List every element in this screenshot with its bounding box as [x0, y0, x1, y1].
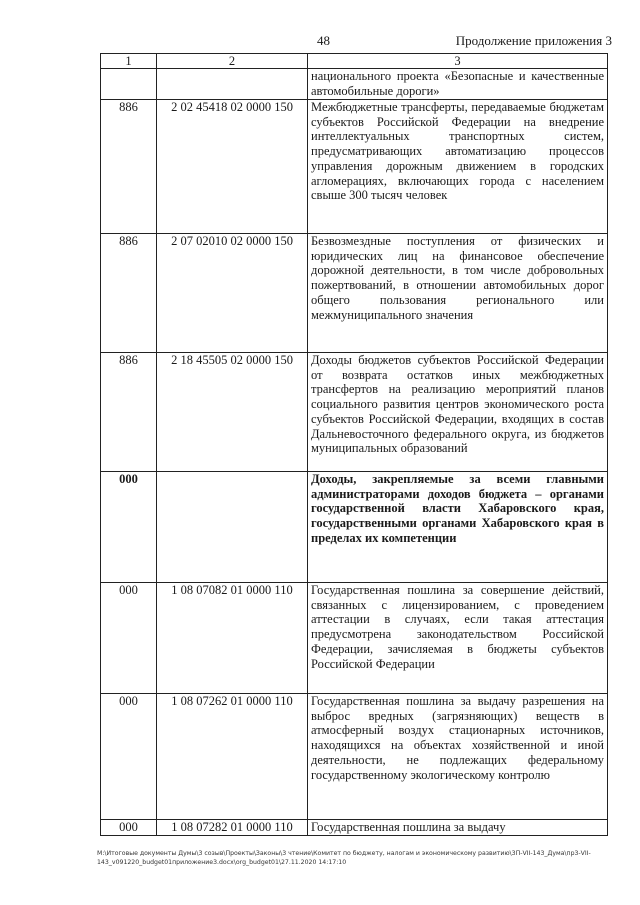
- description-text: Межбюджетные трансферты, передаваемые бюджетам субъектов Российской Федерации на внедрение интеллектуальных транспортных систем, предусматривающих автоматизацию процессов управления дорожным движением в городских агломерациях, включающих города с населением свыше 300 тысяч человек: [311, 100, 604, 203]
- description-cell: [308, 69, 608, 100]
- column-header-2: 2: [157, 54, 308, 69]
- description-text: Доходы бюджетов субъектов Российской Федерации от возврата остатков иных межбюджетных трансфертов на реализацию мероприятий планов социального развития центров экономического роста субъектов Российской Федерации, входящих в состав Дальневосточного федерального округа, из бюджетов муниципальных образований: [311, 353, 604, 456]
- description-text: Государственная пошлина за выдачу разрешения на выброс вредных (загрязняющих) веществ в атмосферный воздух стационарных источников, находящихся на объектах хозяйственной и иной деятельности, не подлежащих федеральному государственному экологическому контролю: [311, 694, 604, 782]
- description-text: Государственная пошлина за совершение действий, связанных с лицензированием, с проведением аттестации в случаях, если такая аттестация предусмотрена законодательством Российской Федерации, зачисляемая в бюджеты субъектов Российской Федерации: [311, 583, 604, 671]
- description-cell: [308, 353, 608, 472]
- table-row: [101, 100, 608, 234]
- table-row-section-heading: [101, 472, 608, 583]
- description-text: Государственная пошлина за выдачу: [311, 820, 506, 834]
- admin-code-cell: 000: [101, 472, 157, 583]
- revenue-code-cell: [157, 69, 308, 100]
- revenue-code-cell: 2 07 02010 02 0000 150: [157, 234, 308, 353]
- table-row: [101, 234, 608, 353]
- revenue-codes-table: [100, 53, 608, 836]
- description-cell: [308, 583, 608, 694]
- admin-code-cell: 886: [101, 234, 157, 353]
- continuation-note: Продолжение приложения 3: [455, 33, 612, 48]
- revenue-code-cell: 1 08 07262 01 0000 110: [157, 694, 308, 820]
- admin-code-cell: 000: [101, 694, 157, 820]
- column-header-3: 3: [308, 54, 608, 69]
- description-text: национального проекта «Безопасные и качественные автомобильные дороги»: [311, 69, 604, 98]
- description-cell: [308, 820, 608, 836]
- description-cell: [308, 694, 608, 820]
- admin-code-cell: 886: [101, 100, 157, 234]
- revenue-code-cell: 1 08 07282 01 0000 110: [157, 820, 308, 836]
- table-row: [101, 353, 608, 472]
- admin-code-cell: 886: [101, 353, 157, 472]
- table-row: [101, 694, 608, 820]
- file-path-footer: M:\Итоговые документы Думы\3 созыв\Проекты\Законы\3 чтение\Комитет по бюджету, налогам и экономическому развитию\3П-VII-143_Дума\пр3-VII-143_v091220_budget01приложение3.docx\org_budget01\27.11.2020 14:17:10: [97, 850, 591, 866]
- description-text: Безвозмездные поступления от физических и юридических лиц на финансовое обеспечение дорожной деятельности, в том числе добровольных пожертвований, в отношении автомобильных дорог общего пользования регионального или межмуниципального значения: [311, 234, 604, 322]
- revenue-code-cell: 1 08 07082 01 0000 110: [157, 583, 308, 694]
- description-text: Доходы, закрепляемые за всеми главными администраторами доходов бюджета – органами государственной власти Хабаровского края, государственными органами Хабаровского края в пределах их компетенции: [311, 472, 604, 545]
- description-cell: [308, 234, 608, 353]
- table-row: [101, 820, 608, 836]
- admin-code-cell: 000: [101, 583, 157, 694]
- table-header-row: [101, 54, 608, 69]
- revenue-code-cell: 2 18 45505 02 0000 150: [157, 353, 308, 472]
- page-number: 48: [317, 33, 330, 48]
- admin-code-cell: [101, 69, 157, 100]
- revenue-code-cell: [157, 472, 308, 583]
- description-cell: [308, 472, 608, 583]
- description-cell: [308, 100, 608, 234]
- column-header-1: 1: [101, 54, 157, 69]
- table-row: [101, 583, 608, 694]
- admin-code-cell: 000: [101, 820, 157, 836]
- table-row: [101, 69, 608, 100]
- revenue-code-cell: 2 02 45418 02 0000 150: [157, 100, 308, 234]
